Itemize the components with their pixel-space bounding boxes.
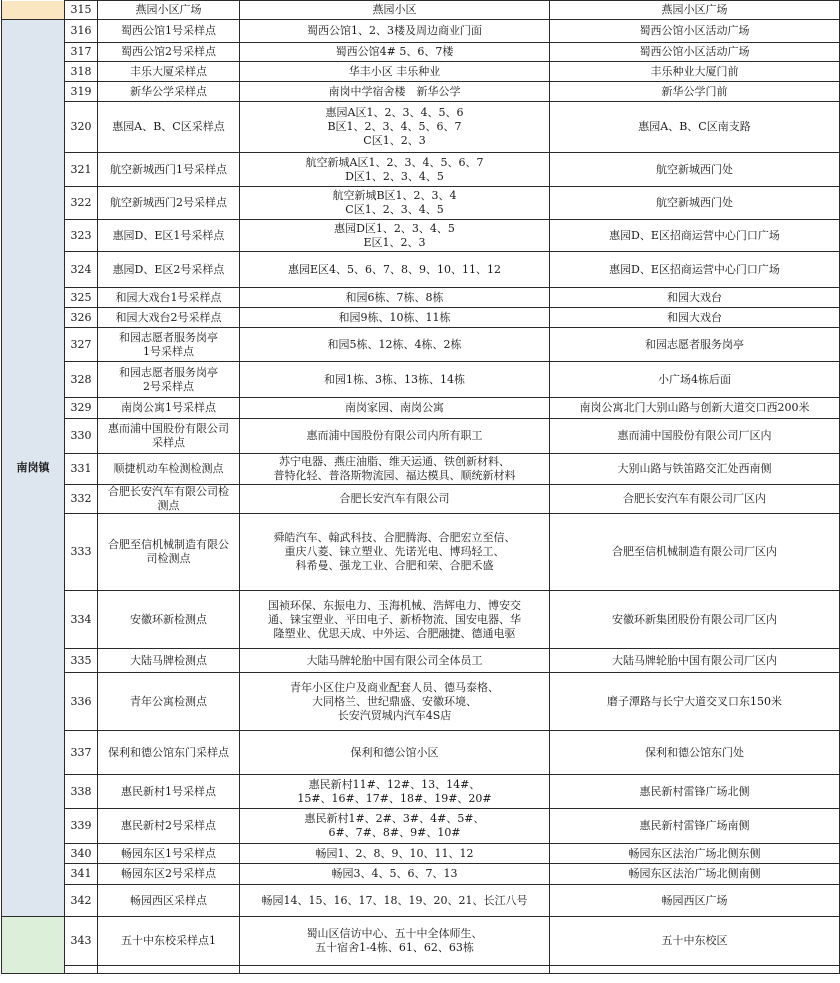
table-row [2, 220, 840, 252]
coverage-scope: 大陆马牌轮胎中国有限公司全体员工 [240, 649, 550, 673]
site-name: 惠而浦中国股份有限公司 采样点 [98, 419, 240, 454]
site-name: 蜀西公馆2号采样点 [98, 43, 240, 62]
site-location: 合肥至信机械制造有限公司厂区内 [550, 514, 840, 591]
coverage-scope: 航空新城A区1、2、3、4、5、6、7 D区1、2、3、4、5 [240, 153, 550, 187]
site-name: 畅园东区1号采样点 [98, 844, 240, 864]
site-location [550, 966, 840, 974]
site-location: 安徽环新集团股份有限公司厂区内 [550, 591, 840, 649]
row-number: 339 [65, 809, 98, 844]
coverage-scope [240, 966, 550, 974]
coverage-scope: 蜀西公馆1、2、3楼及周边商业门面 [240, 20, 550, 43]
site-location: 大陆马牌轮胎中国有限公司厂区内 [550, 649, 840, 673]
row-number: 330 [65, 419, 98, 454]
site-name: 合肥长安汽车有限公司检 测点 [98, 485, 240, 514]
site-name: 燕园小区广场 [98, 1, 240, 20]
site-name: 和园志愿者服务岗亭 2号采样点 [98, 362, 240, 398]
table-row [2, 1, 840, 20]
site-location: 蜀西公馆小区活动广场 [550, 43, 840, 62]
table-row [2, 102, 840, 153]
coverage-scope: 蜀山区信访中心、五十中全体师生、 五十宿舍1-4栋、61、62、63栋 [240, 917, 550, 966]
coverage-scope: 合肥长安汽车有限公司 [240, 485, 550, 514]
coverage-scope: 南岗家园、南岗公寓 [240, 398, 550, 419]
site-location: 蜀西公馆小区活动广场 [550, 20, 840, 43]
site-name: 安徽环新检测点 [98, 591, 240, 649]
table-row [2, 673, 840, 731]
site-location: 丰乐种业大厦门前 [550, 62, 840, 82]
site-location: 南岗公寓北门大别山路与创新大道交口西200米 [550, 398, 840, 419]
coverage-scope: 苏宁电器、燕庄油脂、维天运通、铁创新材料、 普特化轻、普洛斯物流园、福达模具、顺统新材料 [240, 454, 550, 485]
site-location: 磨子潭路与长宁大道交叉口东150米 [550, 673, 840, 731]
site-location: 惠园D、E区招商运营中心门口广场 [550, 252, 840, 288]
coverage-scope: 惠民新村1#、2#、3#、4#、5#、 6#、7#、8#、9#、10# [240, 809, 550, 844]
coverage-scope: 国祯环保、东振电力、玉海机械、浩辉电力、博安交 通、铼宝塑业、平田电子、新桥物流、国安电器、华 隆塑业、优思天成、中外运、合肥融捷、德通电驱 [240, 591, 550, 649]
coverage-scope: 畅园1、2、8、9、10、11、12 [240, 844, 550, 864]
coverage-scope: 惠而浦中国股份有限公司内所有职工 [240, 419, 550, 454]
table-row [2, 398, 840, 419]
site-name: 顺捷机动车检测检测点 [98, 454, 240, 485]
coverage-scope: 畅园14、15、16、17、18、19、20、21、长江八号 [240, 885, 550, 917]
site-name: 和园大戏台2号采样点 [98, 308, 240, 328]
site-location: 小广场4栋后面 [550, 362, 840, 398]
site-location: 惠园D、E区招商运营中心门口广场 [550, 220, 840, 252]
table-row [2, 454, 840, 485]
table-row [2, 20, 840, 43]
table-row [2, 885, 840, 917]
site-name: 惠园A、B、C区采样点 [98, 102, 240, 153]
row-number: 336 [65, 673, 98, 731]
table-row [2, 82, 840, 102]
site-location: 大别山路与铁笛路交汇处西南侧 [550, 454, 840, 485]
row-number: 334 [65, 591, 98, 649]
site-location: 惠园A、B、C区南支路 [550, 102, 840, 153]
site-location: 和园大戏台 [550, 308, 840, 328]
table-row [2, 731, 840, 775]
site-name: 蜀西公馆1号采样点 [98, 20, 240, 43]
site-location: 惠民新村雷锋广场南侧 [550, 809, 840, 844]
coverage-scope: 青年小区住户及商业配套人员、德马泰格、 大同格兰、世纪鼎盛、安徽环境、 长安汽贸城内汽车4S店 [240, 673, 550, 731]
table-row [2, 485, 840, 514]
table-row [2, 864, 840, 885]
row-number: 329 [65, 398, 98, 419]
site-name: 五十中东校采样点1 [98, 917, 240, 966]
coverage-scope: 华丰小区 丰乐种业 [240, 62, 550, 82]
row-number: 317 [65, 43, 98, 62]
site-location: 保利和德公馆东门处 [550, 731, 840, 775]
site-name: 大陆马牌检测点 [98, 649, 240, 673]
site-location: 燕园小区广场 [550, 1, 840, 20]
site-location: 合肥长安汽车有限公司厂区内 [550, 485, 840, 514]
site-name: 惠园D、E区1号采样点 [98, 220, 240, 252]
site-location: 畅园东区法治广场北侧南侧 [550, 864, 840, 885]
coverage-scope: 惠民新村11#、12#、13、14#、 15#、16#、17#、18#、19#、20# [240, 775, 550, 809]
row-number: 315 [65, 1, 98, 20]
coverage-scope: 和园6栋、7栋、8栋 [240, 288, 550, 308]
site-name: 航空新城西门2号采样点 [98, 187, 240, 220]
table-row [2, 649, 840, 673]
site-name: 惠民新村1号采样点 [98, 775, 240, 809]
coverage-scope: 舜皓汽车、翰武科技、合肥腾海、合肥宏立至信、 重庆八菱、铼立塑业、先诺光电、博玛轻工、 科希曼、强龙工业、合肥和荣、合肥禾盛 [240, 514, 550, 591]
coverage-scope: 燕园小区 [240, 1, 550, 20]
coverage-scope: 南岗中学宿舍楼 新华公学 [240, 82, 550, 102]
row-number: 326 [65, 308, 98, 328]
table-row [2, 514, 840, 591]
site-location: 畅园西区广场 [550, 885, 840, 917]
table-row [2, 288, 840, 308]
town-cell-nangang: 南岗镇 [2, 20, 65, 917]
site-location: 和园大戏台 [550, 288, 840, 308]
site-location: 新华公学门前 [550, 82, 840, 102]
row-number: 327 [65, 328, 98, 362]
site-location: 航空新城西门处 [550, 187, 840, 220]
row-number: 319 [65, 82, 98, 102]
table-row [2, 252, 840, 288]
row-number: 323 [65, 220, 98, 252]
site-name: 青年公寓检测点 [98, 673, 240, 731]
row-number [65, 966, 98, 974]
row-number: 335 [65, 649, 98, 673]
row-number: 332 [65, 485, 98, 514]
site-name: 和园志愿者服务岗亭 1号采样点 [98, 328, 240, 362]
site-location: 畅园东区法治广场北侧东侧 [550, 844, 840, 864]
site-name: 合肥至信机械制造有限公 司检测点 [98, 514, 240, 591]
row-number: 340 [65, 844, 98, 864]
row-number: 343 [65, 917, 98, 966]
table-row [2, 187, 840, 220]
row-number: 321 [65, 153, 98, 187]
coverage-scope: 和园1栋、3栋、13栋、14栋 [240, 362, 550, 398]
site-name: 和园大戏台1号采样点 [98, 288, 240, 308]
row-number: 331 [65, 454, 98, 485]
row-number: 325 [65, 288, 98, 308]
site-name: 惠民新村2号采样点 [98, 809, 240, 844]
row-number: 322 [65, 187, 98, 220]
table-row [2, 419, 840, 454]
row-number: 341 [65, 864, 98, 885]
table-row [2, 591, 840, 649]
row-number: 316 [65, 20, 98, 43]
coverage-scope: 和园9栋、10栋、11栋 [240, 308, 550, 328]
coverage-scope: 惠园A区1、2、3、4、5、6 B区1、2、3、4、5、6、7 C区1、2、3 [240, 102, 550, 153]
site-name: 南岗公寓1号采样点 [98, 398, 240, 419]
table-row [2, 308, 840, 328]
row-number: 337 [65, 731, 98, 775]
site-location: 和园志愿者服务岗亭 [550, 328, 840, 362]
site-name: 航空新城西门1号采样点 [98, 153, 240, 187]
table-row [2, 917, 840, 966]
sampling-sites-table [1, 0, 840, 974]
row-number: 328 [65, 362, 98, 398]
table-row [2, 966, 840, 974]
row-number: 324 [65, 252, 98, 288]
site-name: 新华公学采样点 [98, 82, 240, 102]
table-row [2, 844, 840, 864]
table-row [2, 153, 840, 187]
row-number: 333 [65, 514, 98, 591]
coverage-scope: 惠园E区4、5、6、7、8、9、10、11、12 [240, 252, 550, 288]
coverage-scope: 蜀西公馆4# 5、6、7楼 [240, 43, 550, 62]
site-name: 畅园东区2号采样点 [98, 864, 240, 885]
table-row [2, 775, 840, 809]
coverage-scope: 惠园D区1、2、3、4、5 E区1、2、3 [240, 220, 550, 252]
coverage-scope: 保利和德公馆小区 [240, 731, 550, 775]
table-row [2, 62, 840, 82]
town-cell-previous [2, 1, 65, 20]
table-row [2, 43, 840, 62]
site-name: 畅园西区采样点 [98, 885, 240, 917]
site-name: 保利和德公馆东门采样点 [98, 731, 240, 775]
site-location: 航空新城西门处 [550, 153, 840, 187]
table-row [2, 328, 840, 362]
coverage-scope: 畅园3、4、5、6、7、13 [240, 864, 550, 885]
coverage-scope: 航空新城B区1、2、3、4 C区1、2、3、4、5 [240, 187, 550, 220]
coverage-scope: 和园5栋、12栋、4栋、2栋 [240, 328, 550, 362]
site-name [98, 966, 240, 974]
site-location: 五十中东校区 [550, 917, 840, 966]
row-number: 338 [65, 775, 98, 809]
table-row [2, 362, 840, 398]
row-number: 342 [65, 885, 98, 917]
row-number: 320 [65, 102, 98, 153]
town-cell-next [2, 917, 65, 974]
table-row [2, 809, 840, 844]
row-number: 318 [65, 62, 98, 82]
site-name: 惠园D、E区2号采样点 [98, 252, 240, 288]
site-name: 丰乐大厦采样点 [98, 62, 240, 82]
site-location: 惠民新村雷锋广场北侧 [550, 775, 840, 809]
site-location: 惠而浦中国股份有限公司厂区内 [550, 419, 840, 454]
